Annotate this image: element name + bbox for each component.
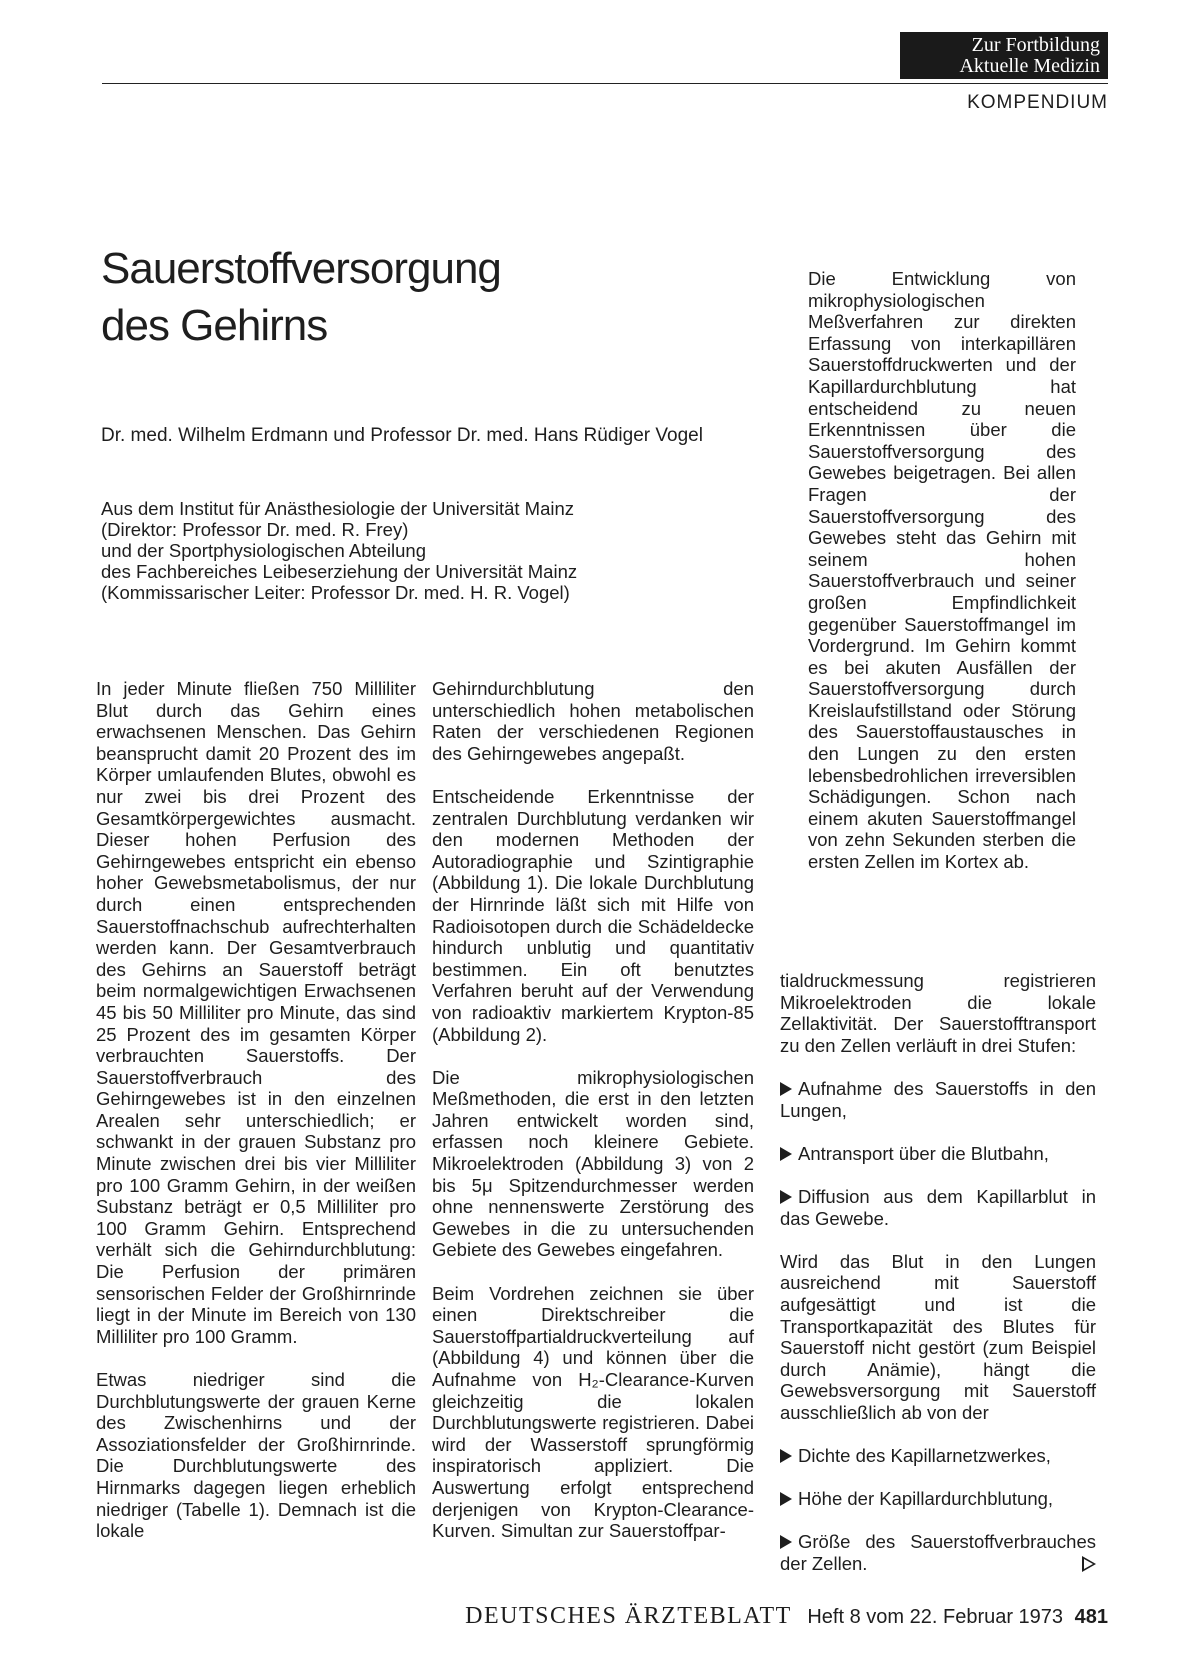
badge-line-1: Zur Fortbildung	[971, 34, 1100, 56]
paragraph: Gehirndurchblutung den unterschiedlich hohen metabolischen Raten der verschiedenen Regionen des Gehirngewebes angepaßt.	[432, 678, 754, 764]
section-badge	[900, 32, 1108, 79]
paragraph: In jeder Minute fließen 750 Milliliter Blut durch das Gehirn eines erwachsenen Menschen. Das Gehirn beansprucht damit 20 Prozent des im Körper umlaufenden Blutes, obwohl es nur zwei bis drei Prozent des Gesamtkörpergewichtes ausmacht. Dieser hohen Perfusion des Gehirngewebes entspricht ein ebenso hoher Gewebsmetabolismus, der nur durch einen entsprechenden Sauerstoffnachschub aufrechterhalten werden kann. Der Gesamtverbrauch des Gehirns an Sauerstoff beträgt beim normalgewichtigen Erwachsenen 45 bis 50 Milliliter pro Minute, das sind 25 Prozent des im gesamten Körper verbrauchten Sauerstoffs. Der Sauerstoffverbrauch des Gehirngewebes ist in den einzelnen Arealen sehr unterschiedlich; er schwankt in der grauen Substanz pro Minute zwischen drei bis vier Milliliter pro 100 Gramm Gehirn, in der weißen Substanz beträgt er 0,5 Milliliter pro 100 Gramm Gehirn. Entsprechend verhält sich die Gehirndurchblutung: Die Perfusion der primären sensorischen Felder der Großhirnrinde liegt in der Minute im Bereich von 130 Milliliter pro 100 Gramm.	[96, 678, 416, 1347]
list-item: Höhe der Kapillardurchblutung,	[780, 1488, 1096, 1510]
header-rule	[102, 83, 1108, 84]
triangle-bullet-icon	[780, 1449, 792, 1463]
body-column-3	[780, 970, 1096, 1575]
list-item: Antransport über die Blutbahn,	[780, 1143, 1096, 1165]
section-label: KOMPENDIUM	[967, 92, 1108, 113]
paragraph: Wird das Blut in den Lungen ausreichend mit Sauerstoff aufgesättigt und ist die Transportkapazität des Blutes für Sauerstoff nicht gestört (zum Beispiel durch Anämie), hängt die Gewebsversorgung mit Sauerstoff ausschließlich ab von der	[780, 1250, 1096, 1423]
institution-line: (Kommissarischer Leiter: Professor Dr. med. H. R. Vogel)	[101, 582, 570, 603]
institution-line: des Fachbereiches Leibeserziehung der Universität Mainz	[101, 561, 578, 582]
triangle-bullet-icon	[780, 1147, 792, 1161]
institution-line: und der Sportphysiologischen Abteilung	[101, 540, 427, 561]
journal-name: DEUTSCHES ÄRZTEBLATT	[465, 1603, 792, 1629]
article-authors: Dr. med. Wilhelm Erdmann und Professor Dr. med. Hans Rüdiger Vogel	[101, 425, 703, 446]
triangle-bullet-icon	[780, 1082, 792, 1096]
title-line-1: Sauerstoffversorgung	[101, 244, 501, 293]
article-title	[101, 240, 501, 354]
page-footer	[465, 1603, 1108, 1630]
continued-arrow-icon	[1082, 1556, 1096, 1572]
intro-column	[808, 268, 1076, 873]
triangle-bullet-icon	[780, 1492, 792, 1506]
list-item: Größe des Sauerstoffverbrauches der Zellen.	[780, 1531, 1096, 1575]
paragraph: tialdruckmessung registrieren Mikroelektroden die lokale Zellaktivität. Der Sauerstofftransport zu den Zellen verläuft in drei Stufen:	[780, 970, 1096, 1056]
list-item: Aufnahme des Sauerstoffs in den Lungen,	[780, 1077, 1096, 1121]
triangle-bullet-icon	[780, 1190, 792, 1204]
list-item: Dichte des Kapillarnetzwerkes,	[780, 1445, 1096, 1467]
institution-block	[101, 498, 577, 603]
institution-line: (Direktor: Professor Dr. med. R. Frey)	[101, 519, 409, 540]
list-item: Diffusion aus dem Kapillarblut in das Gewebe.	[780, 1185, 1096, 1229]
intro-paragraph: Die Entwicklung von mikrophysiologischen Meßverfahren zur direkten Erfassung von interkapillären Sauerstoffdruckwerten und der Kapillardurchblutung hat entscheidend zu neuen Erkenntnissen über die Sauerstoffversorgung des Gewebes beigetragen. Bei allen Fragen der Sauerstoffversorgung des Gewebes steht das Gehirn mit seinem hohen Sauerstoffverbrauch und seiner großen Empfindlichkeit gegenüber Sauerstoffmangel im Vordergrund. Im Gehirn kommt es bei akuten Ausfällen der Sauerstoffversorgung durch Kreislaufstillstand oder Störung des Sauerstoffaustausches in den Lungen zu den ersten lebensbedrohlichen irreversiblen Schädigungen. Schon nach einem akuten Sauerstoffmangel von zehn Sekunden sterben die ersten Zellen im Kortex ab.	[808, 268, 1076, 873]
body-column-1	[96, 678, 416, 1542]
paragraph: Entscheidende Erkenntnisse der zentralen Durchblutung verdanken wir den modernen Methoden der Autoradiographie und Szintigraphie (Abbildung 1). Die lokale Durchblutung der Hirnrinde läßt sich mit Hilfe von Radioisotopen durch die Schädeldecke hindurch unblutig und quantitativ bestimmen. Ein oft benutztes Verfahren beruht auf der Verwendung von radioaktiv markiertem Krypton-85 (Abbildung 2).	[432, 785, 754, 1045]
badge-line-2: Aktuelle Medizin	[959, 55, 1100, 77]
triangle-bullet-icon	[780, 1535, 792, 1549]
issue-info: Heft 8 vom 22. Februar 1973	[807, 1606, 1064, 1628]
paragraph: Die mikrophysiologischen Meßmethoden, die erst in den letzten Jahren entwickelt worden sind, erfassen noch kleinere Gebiete. Mikroelektroden (Abbildung 3) von 2 bis 5μ Spitzendurchmesser werden ohne nennenswerte Zerstörung des Gewebes in die zu untersuchenden Gebiete des Gewebes eingefahren.	[432, 1066, 754, 1261]
paragraph: Etwas niedriger sind die Durchblutungswerte der grauen Kerne des Zwischenhirns und der Assoziationsfelder der Großhirnrinde. Die Durchblutungswerte des Hirnmarks dagegen liegen erheblich niedriger (Tabelle 1). Demnach ist die lokale	[96, 1369, 416, 1542]
title-line-2: des Gehirns	[101, 301, 328, 350]
paragraph: Beim Vordrehen zeichnen sie über einen Direktschreiber die Sauerstoffpartialdruckverteilung auf (Abbildung 4) und können über die Aufnahme von H₂-Clearance-Kurven gleichzeitig die lokalen Durchblutungswerte registrieren. Dabei wird der Wasserstoff sprungförmig inspiratorisch appliziert. Die Auswertung erfolgt entsprechend derjenigen von Krypton-Clearance-Kurven. Simultan zur Sauerstoffpar-	[432, 1282, 754, 1542]
page-number: 481	[1074, 1606, 1108, 1628]
institution-line: Aus dem Institut für Anästhesiologie der Universität Mainz	[101, 498, 575, 519]
body-column-2	[432, 678, 754, 1542]
